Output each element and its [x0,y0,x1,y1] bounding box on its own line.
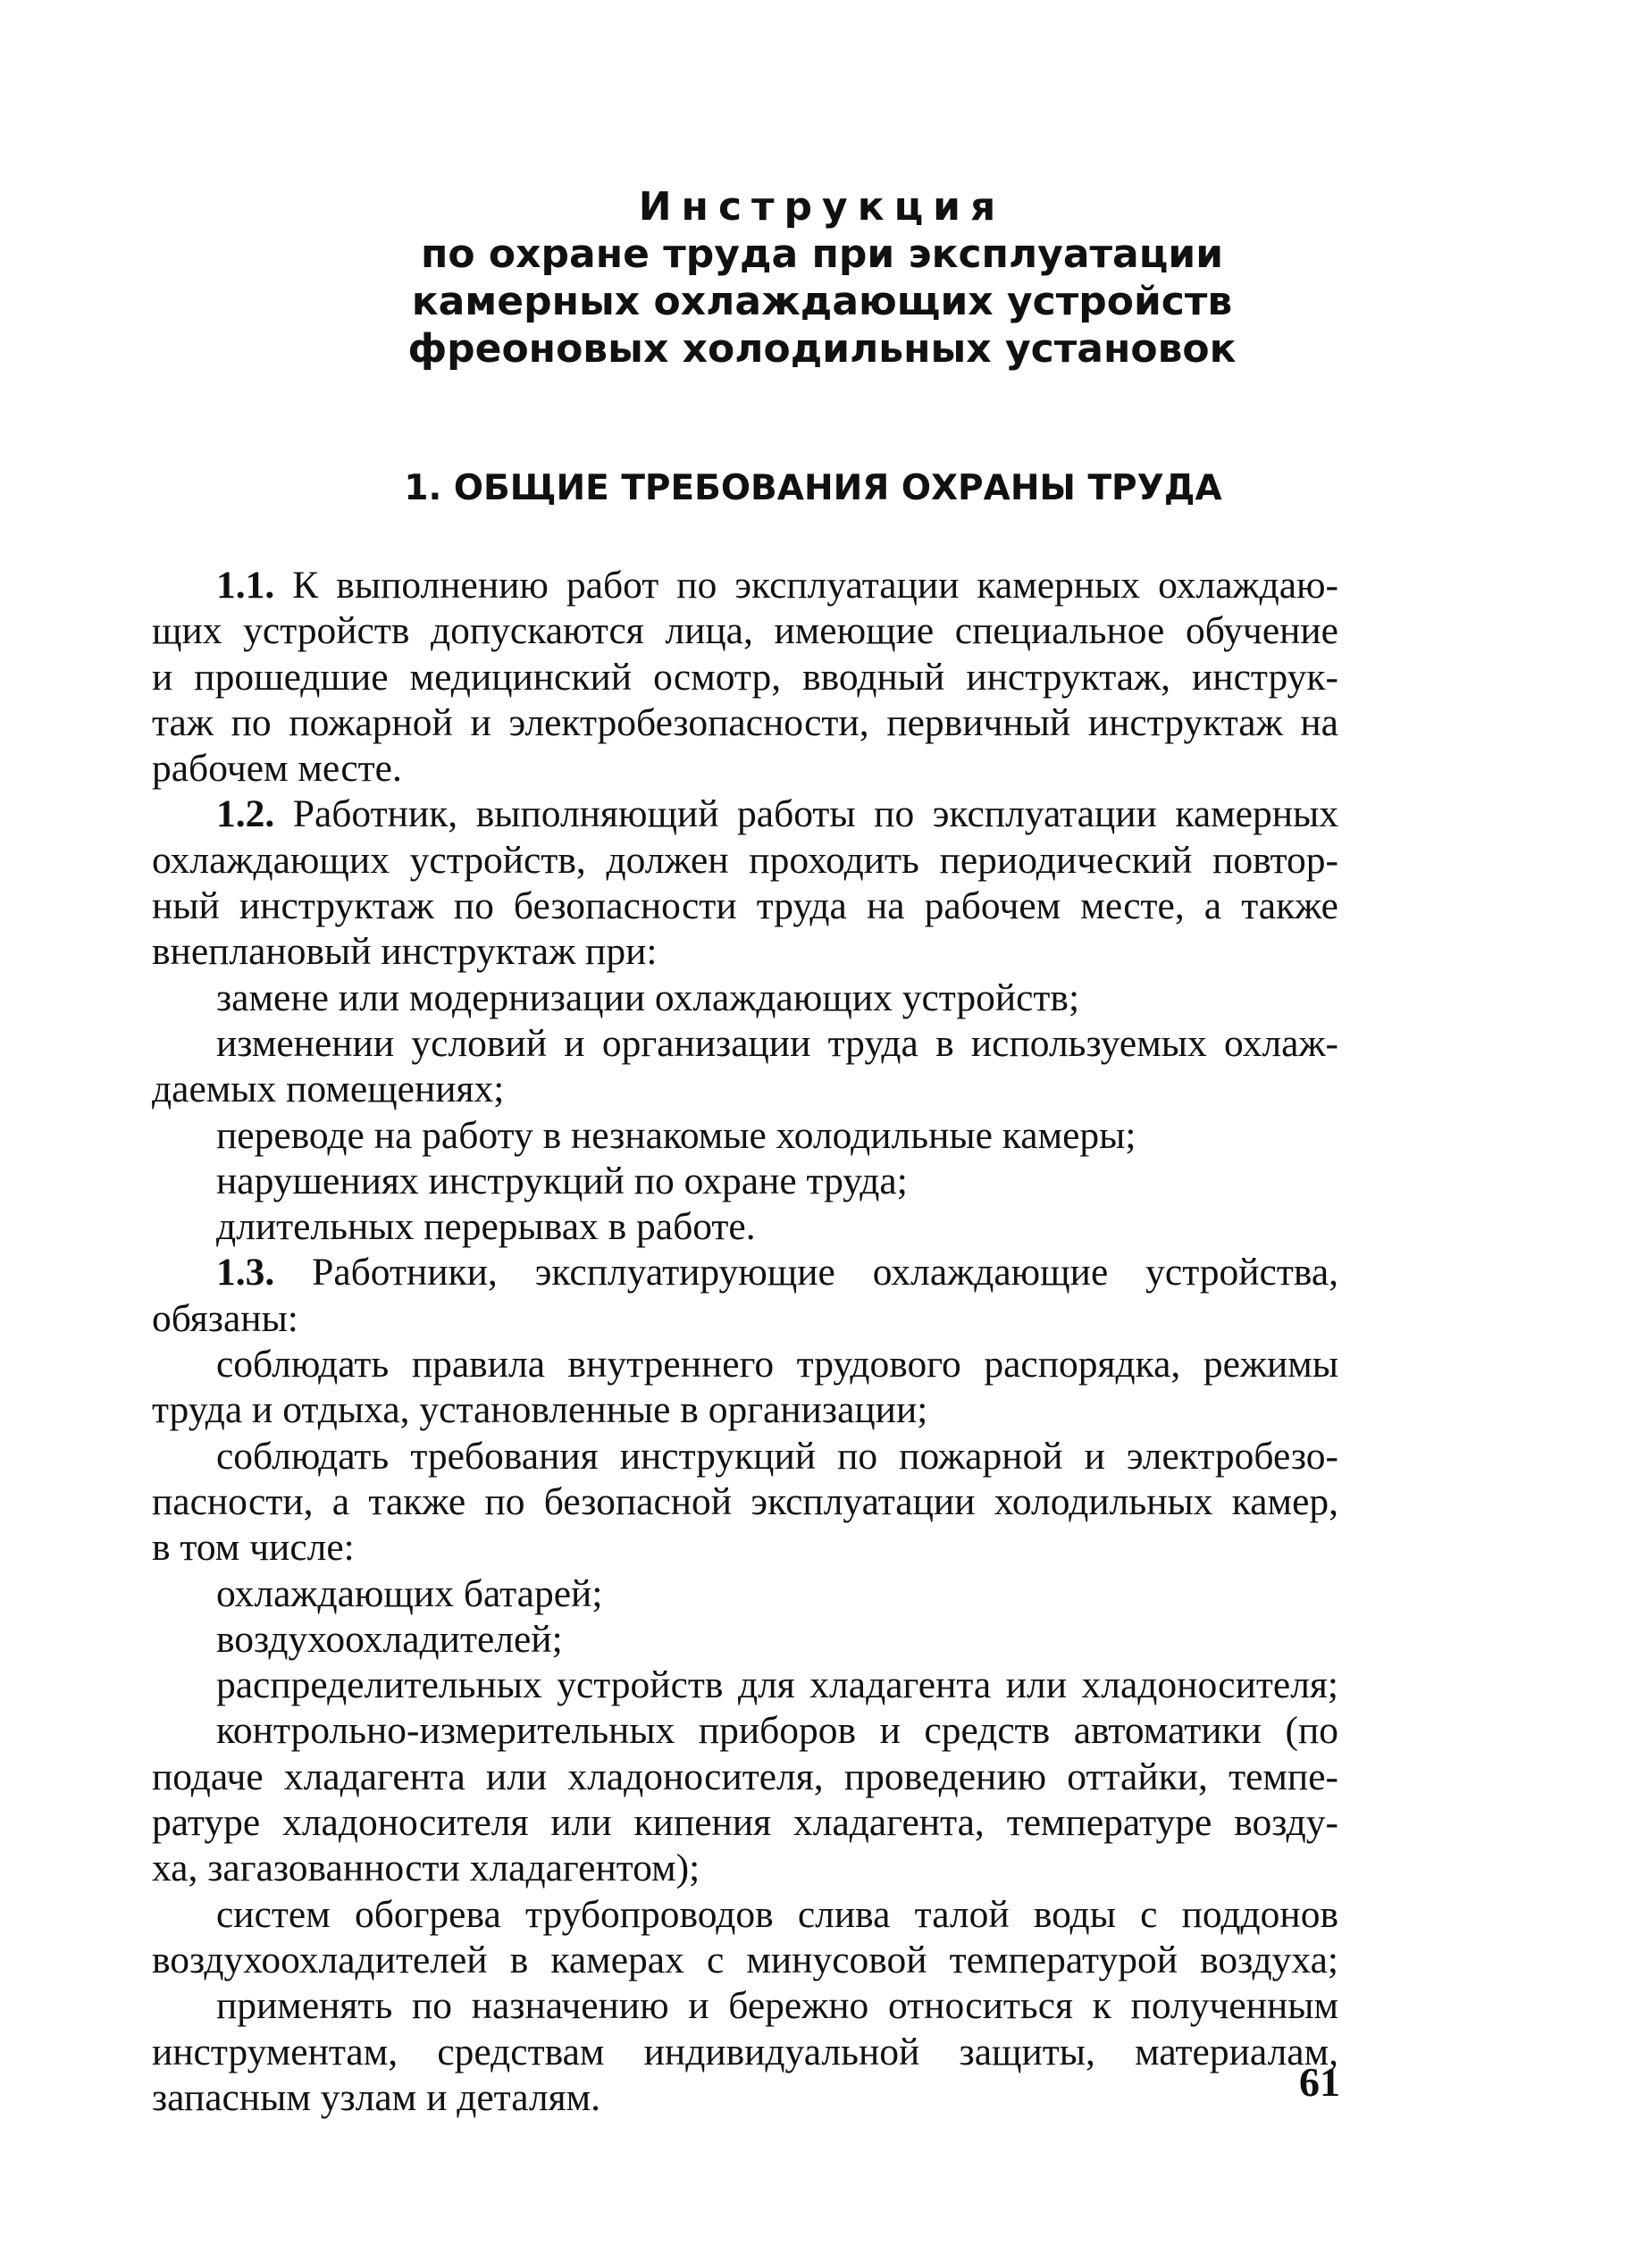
text-line: нарушениях инструкций по охране труда; [216,1159,908,1202]
text-line: систем обогрева трубопроводов слива талой воды с поддонов [216,1892,1338,1936]
text-line: соблюдать требования инструкций по пожарной и электробезо- [216,1434,1338,1478]
text-line: воздухоохладителей; [216,1617,563,1661]
text-line: ный инструктаж по безопасности труда на рабочем месте, а также [152,884,1338,928]
text-line: пасности, а также по безопасной эксплуатации холодильных камер, [152,1479,1338,1523]
clause-number: 1.2. [216,792,275,836]
title-line: камерных охлаждающих устройств [411,279,1233,324]
text-line: запасным узлам и деталям. [152,2075,601,2119]
title-line: по охране труда при эксплуатации [420,231,1224,277]
text-line: таж по пожарной и электробезопасности, первичный инструктаж на [152,700,1338,744]
text-line: инструментам, средствам индивидуальной защиты, материалам, [152,2030,1338,2074]
text-line: труда и отдыха, установленные в организации; [152,1388,928,1432]
page-number: 61 [1299,2059,1340,2105]
text-line: ха, загазованности хладагентом); [152,1847,700,1890]
text-line: щих устройств допускаются лица, имеющие специальное обучение [152,609,1338,653]
clause-number: 1.3. [216,1251,275,1294]
text-line: ратуре хладоносителя или кипения хладагента, температуре возду- [152,1801,1338,1845]
text-line: воздухоохладителей в камерах с минусовой температурой воздуха; [152,1938,1338,1981]
text-line: рабочем месте. [152,747,402,791]
title-word: Инструкция [638,184,1006,230]
text-line: распределительных устройств для хладагента или хладоносителя; [216,1663,1338,1707]
text-line: соблюдать правила внутреннего трудового распорядка, режимы [216,1343,1338,1387]
text-line: даемых помещениях; [152,1068,505,1111]
text-line: подаче хладагента или хладоносителя, проведению оттайки, темпе- [152,1755,1338,1798]
text-line: применять по назначению и бережно относиться к полученным [216,1984,1338,2028]
section-heading: 1. ОБЩИЕ ТРЕБОВАНИЯ ОХРАНЫ ТРУДА [404,468,1222,508]
text-line: внеплановый инструктаж при: [152,930,658,974]
text-line: контрольно-измерительных приборов и средств автоматики (по [216,1709,1338,1753]
text-line: в том числе: [152,1526,355,1570]
text-line: охлаждающих батарей; [216,1571,603,1615]
clause-number: 1.1. [216,564,275,607]
text-line: 1.1. К выполнению работ по эксплуатации камерных охлаждаю- [216,564,1338,607]
text-line: переводе на работу в незнакомые холодильные камеры; [216,1113,1136,1157]
text-line: и прошедшие медицинский осмотр, вводный инструктаж, инструк- [152,655,1338,699]
text-line: обязаны: [152,1296,298,1340]
text-line: охлаждающих устройств, должен проходить периодический повтор- [152,838,1338,882]
text-line: длительных перерывах в работе. [216,1205,756,1249]
text-line: 1.2. Работник, выполняющий работы по эксплуатации камерных [216,792,1338,836]
text-line: 1.3. Работники, эксплуатирующие охлаждающие устройства, [216,1251,1338,1294]
text-line: замене или модернизации охлаждающих устройств; [216,976,1080,1019]
text-line: изменении условий и организации труда в используемых охлаж- [216,1021,1338,1065]
body-text [152,563,1338,2121]
title-line: фреоновых холодильных установок [407,326,1237,372]
document-title [152,183,1492,373]
